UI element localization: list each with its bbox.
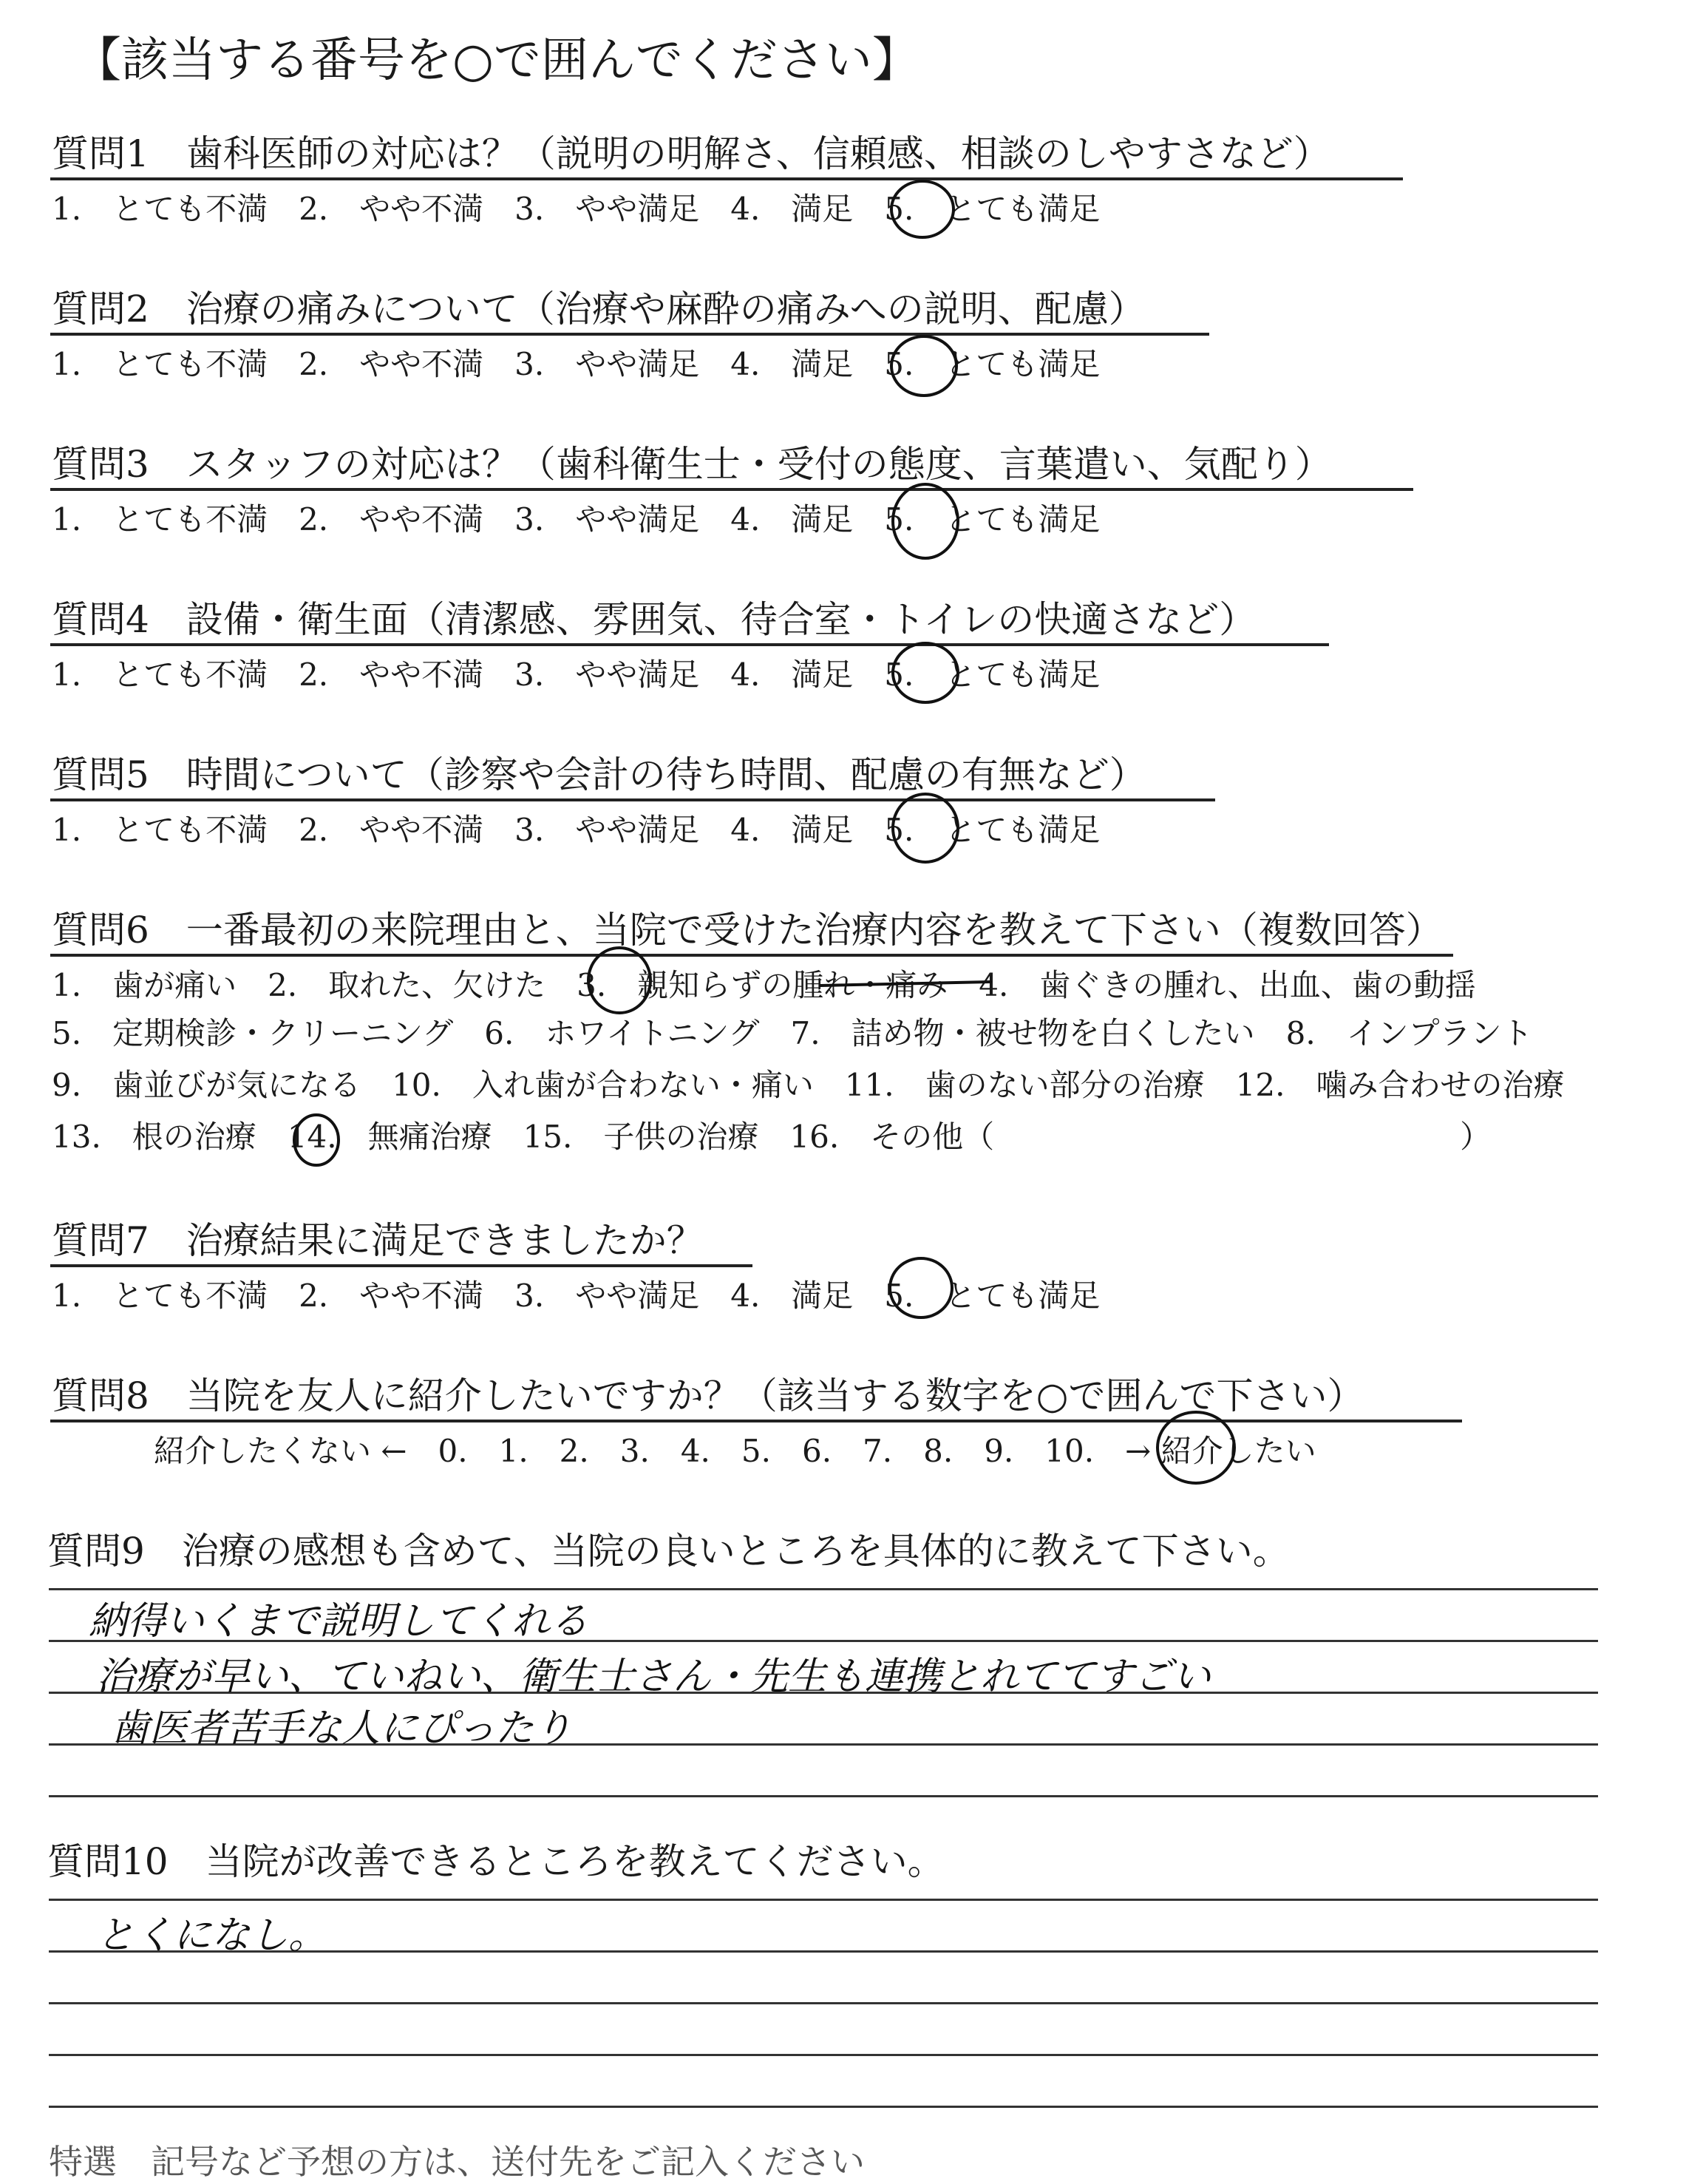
question-3-label: 質問3 スタッフの対応は？（歯科衛生士・受付の態度、言葉遣い、気配り）	[52, 443, 1332, 486]
question-9-label: 質問9 治療の感想も含めて、当院の良いところを具体的に教えて下さい。	[47, 1530, 1290, 1573]
question-8-scale: 紹介したくない ← 0. 1. 2. 3. 4. 5. 6. 7. 8. 9. 10. → 紹介したい	[154, 1433, 1316, 1469]
strike-mark-q6-3	[820, 982, 990, 986]
question-6-label: 質問6 一番最初の来院理由と、当院で受けた治療内容を教えて下さい（複数回答）	[52, 909, 1443, 952]
question-7-label: 質問7 治療結果に満足できましたか？	[52, 1219, 704, 1262]
answer-circle-q1	[891, 181, 954, 237]
question-4-options: 1. とても不満 2. やや不満 3. やや満足 4. 満足 5. とても満足	[52, 657, 1101, 693]
question-6-options-line-1: 1. 歯が痛い 2. 取れた、欠けた 3. 親知らずの腫れ・痛み 4. 歯ぐきの腫れ、出血、歯の動揺	[52, 967, 1476, 1003]
question-5-label: 質問5 時間について（診察や会計の待ち時間、配慮の有無など）	[52, 753, 1146, 796]
answer-circle-q5	[893, 794, 958, 862]
page-title: 【該当する番号を○で囲んでください】	[74, 33, 920, 88]
answer-circle-q4	[893, 643, 958, 702]
answer-circle-q3	[893, 484, 958, 558]
question-4-label: 質問4 設備・衛生面（清潔感、雰囲気、待合室・トイレの快適さなど）	[52, 598, 1257, 641]
answer-circle-q2	[891, 336, 956, 396]
question-8-label: 質問8 当院を友人に紹介したいですか？（該当する数字を○で囲んで下さい）	[52, 1374, 1364, 1417]
answer-circle-q7	[890, 1258, 952, 1317]
question-1-options: 1. とても不満 2. やや不満 3. やや満足 4. 満足 5. とても満足	[52, 191, 1101, 227]
question-7-options: 1. とても不満 2. やや不満 3. やや満足 4. 満足 5. とても満足	[52, 1278, 1101, 1314]
question-1-label: 質問1 歯科医師の対応は？（説明の明解さ、信頼感、相談のしやすさなど）	[52, 132, 1330, 175]
question-9-handwritten-line-1: 納得いくまで説明してくれる	[89, 1599, 589, 1644]
answer-circle-q8	[1158, 1412, 1234, 1483]
question-6-options-line-4: 13. 根の治療 14. 無痛治療 15. 子供の治療 16. その他（ ）	[52, 1119, 1492, 1155]
question-9-handwritten-line-3: 歯医者苦手な人にぴったり	[111, 1706, 573, 1751]
question-10-label: 質問10 当院が改善できるところを教えてください。	[47, 1840, 945, 1883]
question-5-options: 1. とても不満 2. やや不満 3. やや満足 4. 満足 5. とても満足	[52, 812, 1101, 848]
question-6-options-line-3: 9. 歯並びが気になる 10. 入れ歯が合わない・痛い 11. 歯のない部分の治療 12. 噛み合わせの治療	[52, 1067, 1565, 1103]
cutoff-footer-text: 特選 記号など予想の方は、送付先をご記入ください	[49, 2142, 865, 2182]
question-2-label: 質問2 治療の痛みについて（治療や麻酔の痛みへの説明、配慮）	[52, 288, 1146, 330]
question-2-options: 1. とても不満 2. やや不満 3. やや満足 4. 満足 5. とても満足	[52, 346, 1101, 382]
answer-circle-q6-14	[294, 1115, 339, 1165]
question-3-options: 1. とても不満 2. やや不満 3. やや満足 4. 満足 5. とても満足	[52, 501, 1101, 537]
question-10-handwritten-line-1: とくになし。	[96, 1913, 327, 1958]
question-9-handwritten-line-2: 治療が早い、ていねい、衛生士さん・先生も連携とれててすごい	[96, 1655, 1211, 1699]
answer-circle-q6-3	[588, 948, 650, 1013]
question-6-options-line-2: 5. 定期検診・クリーニング 6. ホワイトニング 7. 詰め物・被せ物を白くしたい 8. インプラント	[52, 1015, 1533, 1051]
